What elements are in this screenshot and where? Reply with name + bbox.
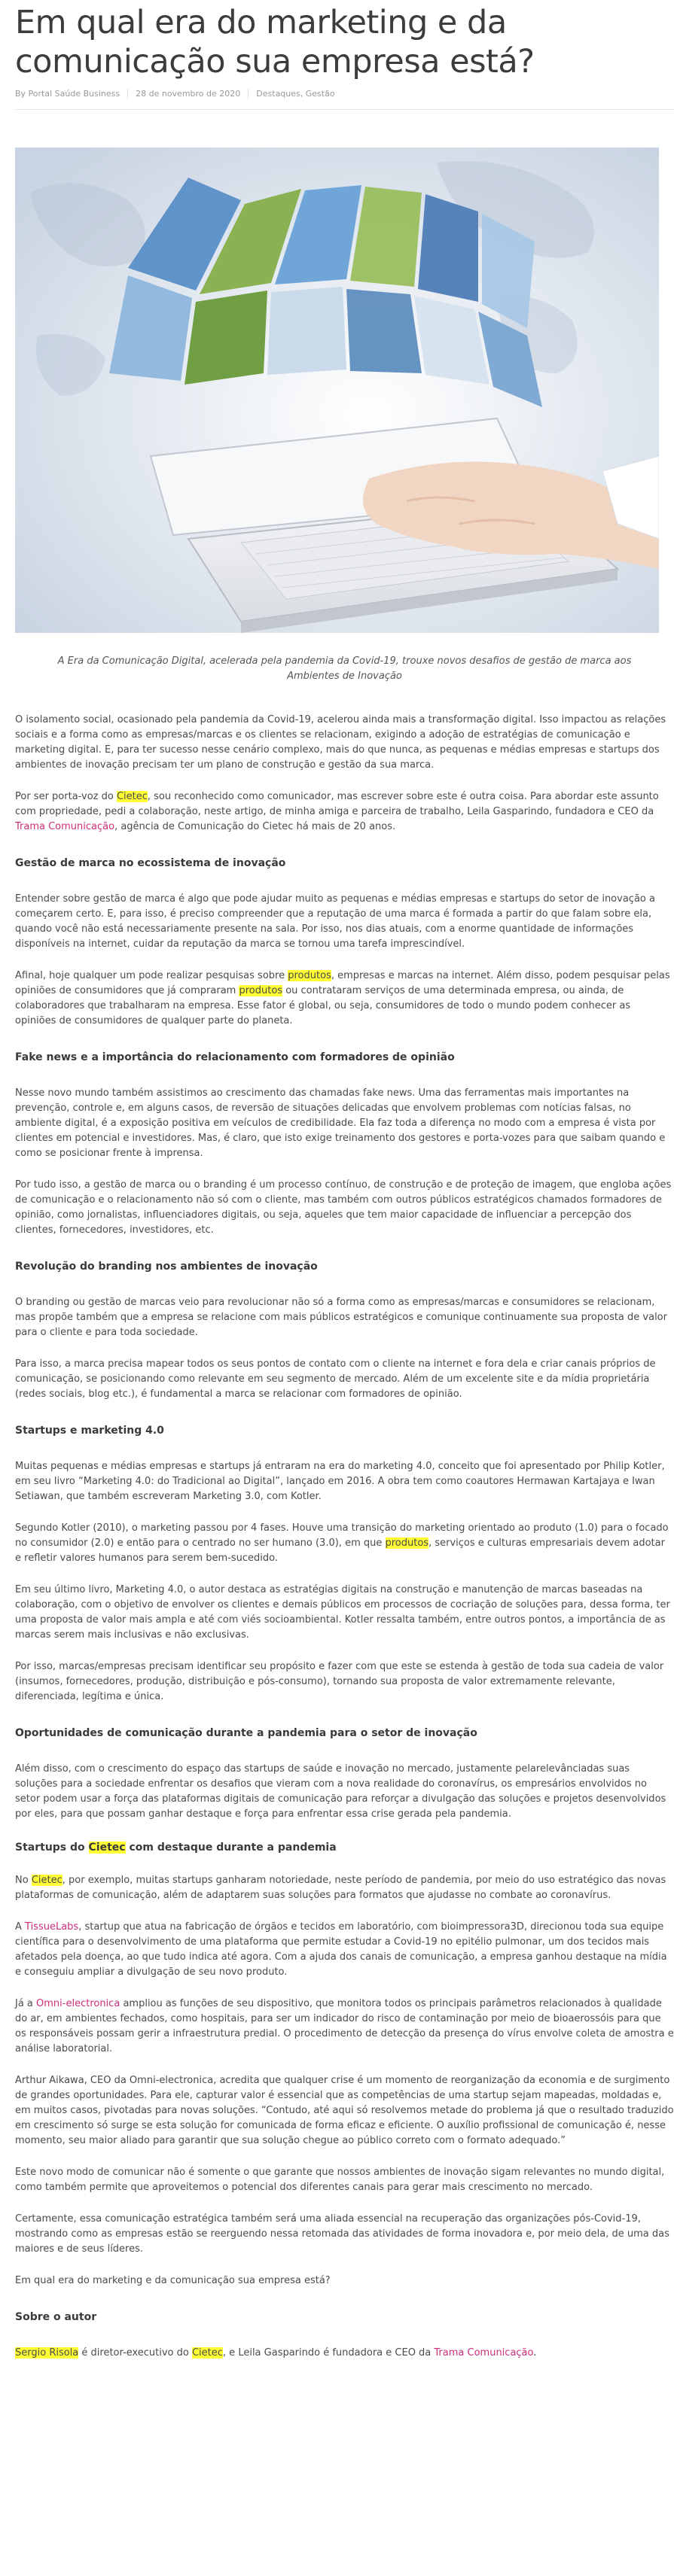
post-author[interactable]: By Portal Saúde Business xyxy=(15,89,120,99)
divider xyxy=(15,109,674,110)
paragraph: Segundo Kotler (2010), o marketing passou por 4 fases. Houve uma transição do marketing orientado ao produto (1.0) para o focado no consumidor (2.0) e então para o centrado no ser humano (3.0), em que produtos, serviços e culturas empresariais devem adotar e refletir valores humanos para serem bem-sucedido. xyxy=(15,1522,669,1564)
post-date: 28 de novembro de 2020 xyxy=(127,89,248,99)
paragraph: A TissueLabs, startup que atua na fabricação de órgãos e tecidos em laboratório, com bioimpressora3D, direcionou toda sua equipe científica para o desenvolvimento de uma plataforma que permite estudar a Covid-19 no epitélio pulmonar, um dos tecidos mais afetados pela doença, ao que tudo indica até agora. Com a ajuda dos canais de comunicação, a empresa ganhou destaque na mídia e conseguiu ampliar a divulgação de seu novo produto. xyxy=(15,1921,667,1978)
highlight-term: produtos xyxy=(239,985,283,996)
paragraph: Entender sobre gestão de marca é algo que pode ajudar muito as pequenas e médias empresas e startups do setor de inovação a começarem certo. E, para isso, é preciso compreender que a reputação de uma marca é formada a partir do que falam sobre ela, quando você não está necessariamente presente na sala. Por isso, nos dias atuais, com a enorme quantidade de informações disponíveis na internet, cuidar da reputação da marca se tornou uma tarefa imprescindível. xyxy=(15,893,655,950)
paragraph: Em seu último livro, Marketing 4.0, o autor destaca as estratégias digitais na construção e manutenção de marcas baseadas na colaboração, com o objetivo de envolver os clientes e demais públicos em processos de cocriação de soluções para, dessa forma, ter uma proposta de valor mais ampla e até com viés socioambiental. Kotler ressalta também, entre outros pontos, a importância de as marcas serem mais inclusivas e não exclusivas. xyxy=(15,1584,670,1641)
paragraph: Por isso, marcas/empresas precisam identificar seu propósito e fazer com que este se estenda à gestão de toda sua cadeia de valor (insumos, fornecedores, produção, distribuição e pós-consumo), tornando sua proposta de valor extremamente relevante, diferenciada, legítima e única. xyxy=(15,1661,664,1702)
post-meta xyxy=(15,89,674,99)
paragraph: Já a Omni-electronica ampliou as funções de seu dispositivo, que monitora todos os principais parâmetros relacionados à qualidade do ar, em ambientes fechados, como hospitais, para ser um indicador do risco de contaminação por meio de bioaerossóis para que os responsáveis possam gerir a infraestrutura predial. O procedimento de detecção da presença do vírus envolve coleta de amostra e análise laboratorial. xyxy=(15,1998,674,2054)
highlight-term: Sergio Risola xyxy=(15,2347,79,2359)
paragraph: Afinal, hoje qualquer um pode realizar pesquisas sobre produtos, empresas e marcas na internet. Além disso, podem pesquisar pelas opiniões de consumidores que já compraram produtos ou contrataram serviços de uma determinada empresa, ou ainda, de colaboradores que trabalharam na empresa. Esse fator é global, ou seja, consumidores de todo o mundo podem conhecer as opiniões de consumidores de qualquer parte do planeta. xyxy=(15,970,670,1026)
paragraph: Arthur Aikawa, CEO da Omni-electronica, acredita que qualquer crise é um momento de reorganização da economia e de surgimento de grandes oportunidades. Para ele, capturar valor é essencial que as competências de uma startup sejam mapeadas, moldadas e, em muitos casos, pivotadas para novas soluções. “Contudo, até aqui só resolvemos metade do problema já que o resultado traduzido em crescimento só surge se esta solução for comunicada de forma eficaz e eficiente. O auxílio profissional de comunicação é, nesse momento, seu maior aliado para garantir que sua solução chegue ao público correto com o formato adequado.” xyxy=(15,2075,674,2146)
link-omni-electronica[interactable]: Omni-electronica xyxy=(36,1998,120,2009)
author-bio: Sergio Risola é diretor-executivo do Cietec, e Leila Gasparindo é fundadora e CEO da Trama Comunicação. xyxy=(15,2347,537,2359)
section-heading: Revolução do branding nos ambientes de inovação xyxy=(15,1261,318,1273)
paragraph: Por tudo isso, a gestão de marca ou o branding é um processo contínuo, de construção e de proteção de imagem, que engloba ações de comunicação e o relacionamento não só com o cliente, mas também com outros públicos estratégicos chamados formadores de opinião, como jornalistas, influenciadores digitais, ou seja, aqueles que tem maior capacidade de influenciar a percepção dos clientes, fornecedores, investidores, etc. xyxy=(15,1179,672,1236)
link-tissuelabs[interactable]: TissueLabs xyxy=(25,1921,79,1933)
section-heading: Startups e marketing 4.0 xyxy=(15,1425,164,1437)
paragraph: Muitas pequenas e médias empresas e startups já entraram na era do marketing 4.0, conceito que foi apresentado por Philip Kotler, em seu livro “Marketing 4.0: do Tradicional ao Digital”, lançado em 2016. A obra tem como coautores Hermawan Kartajaya e Iwan Setiawan, que também escreveram Marketing 3.0, com Kotler. xyxy=(15,1461,665,1502)
post-categories[interactable]: Destaques, Gestão xyxy=(248,89,342,99)
highlight-term: Cietec xyxy=(88,1842,126,1854)
paragraph: Em qual era do marketing e da comunicação sua empresa está? xyxy=(15,2275,331,2286)
hero-caption: A Era da Comunicação Digital, acelerada pela pandemia da Covid-19, trouxe novos desafios de gestão de marca aos Ambientes de Inovação xyxy=(57,655,632,682)
highlight-term: Cietec xyxy=(191,2347,223,2359)
page-title: Em qual era do marketing e da comunicação sua empresa está? xyxy=(15,4,535,81)
paragraph: Certamente, essa comunicação estratégica também será uma aliada essencial na recuperação das organizações pós-Covid-19, mostrando como as empresas estão se reerguendo nessa retomada das atividades de forma inovadora e, por meio dela, de uma das maiores e de seus líderes. xyxy=(15,2213,669,2255)
paragraph: Nesse novo mundo também assistimos ao crescimento das chamadas fake news. Uma das ferramentas mais importantes na prevenção, controle e, em alguns casos, de reversão de situações delicadas que envolvem problemas com notícias falsas, no ambiente digital, é a exposição positiva em veículos de credibilidade. Ela faz toda a diferença no modo com a empresa é vista por clientes em potencial e investidores. Mas, é claro, que isto exige treinamento dos gestores e porta-vozes para que saibam quando e como se posicionar frente à imprensa. xyxy=(15,1087,666,1159)
section-heading: Startups do Cietec com destaque durante a pandemia xyxy=(15,1842,337,1854)
article xyxy=(15,0,674,2361)
paragraph: Além disso, com o crescimento do espaço das startups de saúde e inovação no mercado, justamente pelarelevânciadas suas soluções para a sociedade enfrentar os desafios que vieram com a nova realidade do coronavírus, os empresários envolvidos no setor podem usar a força das plataformas digitais de comunicação para reforçar a divulgação das soluções e projetos desenvolvidos por eles, para que possam ganhar destaque e força para enfrentar essa crise gerada pela pandemia. xyxy=(15,1763,666,1820)
section-heading: Fake news e a importância do relacionamento com formadores de opinião xyxy=(15,1051,455,1063)
highlight-term: Cietec xyxy=(116,791,148,802)
paragraph: Por ser porta-voz do Cietec, sou reconhecido como comunicador, mas escrever sobre este é outra coisa. Para abordar este assunto com propriedade, pedi a colaboração, neste artigo, de minha amiga e parceira de trabalho, Leila Gasparindo, fundadora e CEO da Trama Comunicação, agência de Comunicação do Cietec há mais de 20 anos. xyxy=(15,791,659,832)
link-trama[interactable]: Trama Comunicação xyxy=(15,821,115,832)
paragraph: No Cietec, por exemplo, muitas startups ganharam notoriedade, neste período de pandemia, por meio do uso estratégico das novas plataformas de comunicação, além de adaptarem suas soluções para formatos que ajudasse no combate ao coronavírus. xyxy=(15,1875,666,1901)
highlight-term: produtos xyxy=(288,970,331,981)
paragraph: O branding ou gestão de marcas veio para revolucionar não só a forma como as empresas/marcas e consumidores se relacionam, mas propõe também que a empresa se relacione com mais públicos estratégicos e comunique continuamente sua proposta de valor para o cliente e para toda sociedade. xyxy=(15,1297,667,1338)
paragraph: O isolamento social, ocasionado pela pandemia da Covid-19, acelerou ainda mais a transformação digital. Isso impactou as relações sociais e a forma como as empresas/marcas e os clientes se relacionam, exigindo a adoção de estratégias de comunicação e marketing digital. E, para ter sucesso nesse cenário complexo, mais do que nunca, as pequenas e médias empresas e startups dos ambientes de inovação precisam ter um plano de construção e gestão da sua marca. xyxy=(15,714,666,771)
link-trama[interactable]: Trama Comunicação xyxy=(434,2347,534,2359)
highlight-term: Cietec xyxy=(31,1875,63,1886)
hero-image xyxy=(15,148,659,633)
paragraph: Para isso, a marca precisa mapear todos os seus pontos de contato com o cliente na internet e fora dela e criar canais próprios de comunicação, se posicionando como relevante em seu segmento de mercado. Além de um excelente site e da mídia proprietária (redes sociais, blog etc.), é fundamental a marca se relacionar com formadores de opinião. xyxy=(15,1358,656,1400)
paragraph: Este novo modo de comunicar não é somente o que garante que nossos ambientes de inovação sigam relevantes no mundo digital, como também permite que aproveitemos o potencial dos diferentes canais para gerar mais crescimento no mercado. xyxy=(15,2167,665,2193)
section-heading: Oportunidades de comunicação durante a pandemia para o setor de inovação xyxy=(15,1727,477,1739)
section-heading: Sobre o autor xyxy=(15,2311,97,2323)
highlight-term: produtos xyxy=(385,1537,429,1549)
section-heading: Gestão de marca no ecossistema de inovação xyxy=(15,857,286,869)
hero-illustration xyxy=(15,148,659,633)
